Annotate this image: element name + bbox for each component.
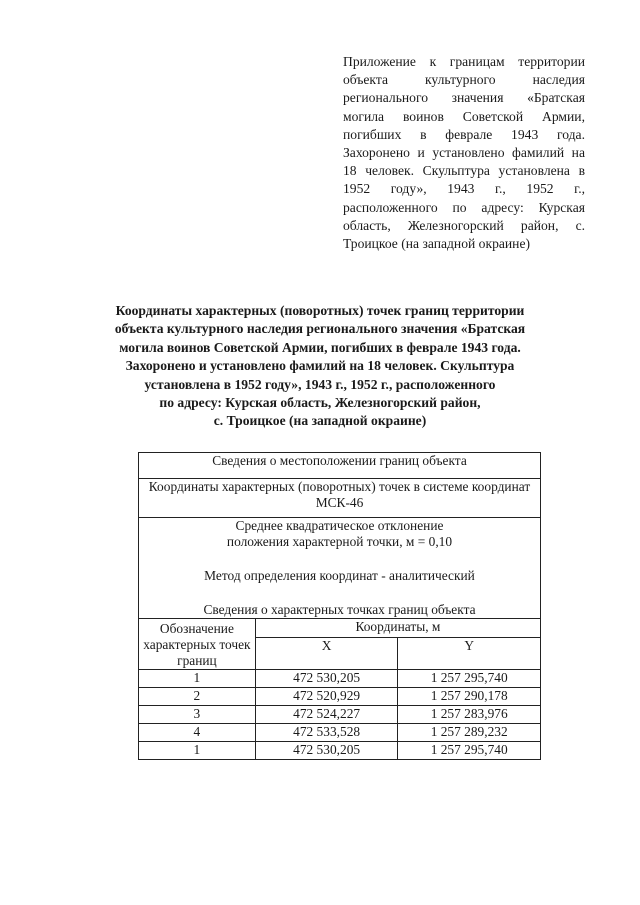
accuracy-method-cell [139,518,541,619]
point-id: 4 [139,724,256,742]
title-line: объекта культурного наследия регионального значения «Братская [114,321,526,337]
y-value: 1 257 290,178 [398,688,541,706]
point-id: 2 [139,688,256,706]
title-line: Координаты характерных (поворотных) точек границ территории [115,303,525,318]
points-info-line: Сведения о характерных точках границ объекта [203,602,476,617]
table-row [139,670,541,688]
column-header-row [139,619,541,638]
appendix-note: Приложение к границам территории объекта культурного наследия регионального значения «Братская могила воинов Советской Армии, погибших в феврале 1943 года. Захоронено и установлено фамилий на 18 человек. Скульптура установлена в 1952 году», 1943 г., 1952 г., расположенного по адресу: Курская область, Железногорский район, с. Троицкое (на западной окраине) [343,54,585,252]
rmse-value: положения характерной точки, м = 0,10 [226,534,453,549]
table-header-row [139,518,541,619]
table-row [139,742,541,760]
point-id: 3 [139,706,256,724]
title-line: по адресу: Курская область, Железногорский район, [159,395,481,411]
x-value: 472 520,929 [255,688,398,706]
y-value: 1 257 289,232 [398,724,541,742]
location-header: Сведения о местоположении границ объекта [139,453,541,479]
method-line: Метод определения координат - аналитический [204,568,475,583]
y-value: 1 257 283,976 [398,706,541,724]
title-line: Захоронено и установлено фамилий на 18 человек. Скульптура [125,358,515,374]
rmse-line: Среднее квадратическое отклонение [235,518,444,533]
x-header: X [255,638,398,670]
title-line: могила воинов Советской Армии, погибших в феврале 1943 года. [119,339,521,355]
x-value: 472 530,205 [255,670,398,688]
y-value: 1 257 295,740 [398,742,541,760]
document-title [90,302,550,431]
point-id: 1 [139,742,256,760]
coordinate-system-header: Координаты характерных (поворотных) точек в системе координат МСК-46 [139,479,541,518]
coordinates-table [138,452,541,760]
title-line: установлена в 1952 году», 1943 г., 1952 г., расположенного [144,376,496,392]
y-value: 1 257 295,740 [398,670,541,688]
point-id: 1 [139,670,256,688]
table-row [139,688,541,706]
y-header: Y [398,638,541,670]
x-value: 472 524,227 [255,706,398,724]
title-line: с. Троицкое (на западной окраине) [213,413,427,429]
coordinates-header: Координаты, м [255,619,540,638]
table-row [139,706,541,724]
table-header-row [139,479,541,518]
x-value: 472 533,528 [255,724,398,742]
table-row [139,724,541,742]
table-header-row [139,453,541,479]
point-label-header: Обозначение характерных точек границ [139,619,256,670]
x-value: 472 530,205 [255,742,398,760]
